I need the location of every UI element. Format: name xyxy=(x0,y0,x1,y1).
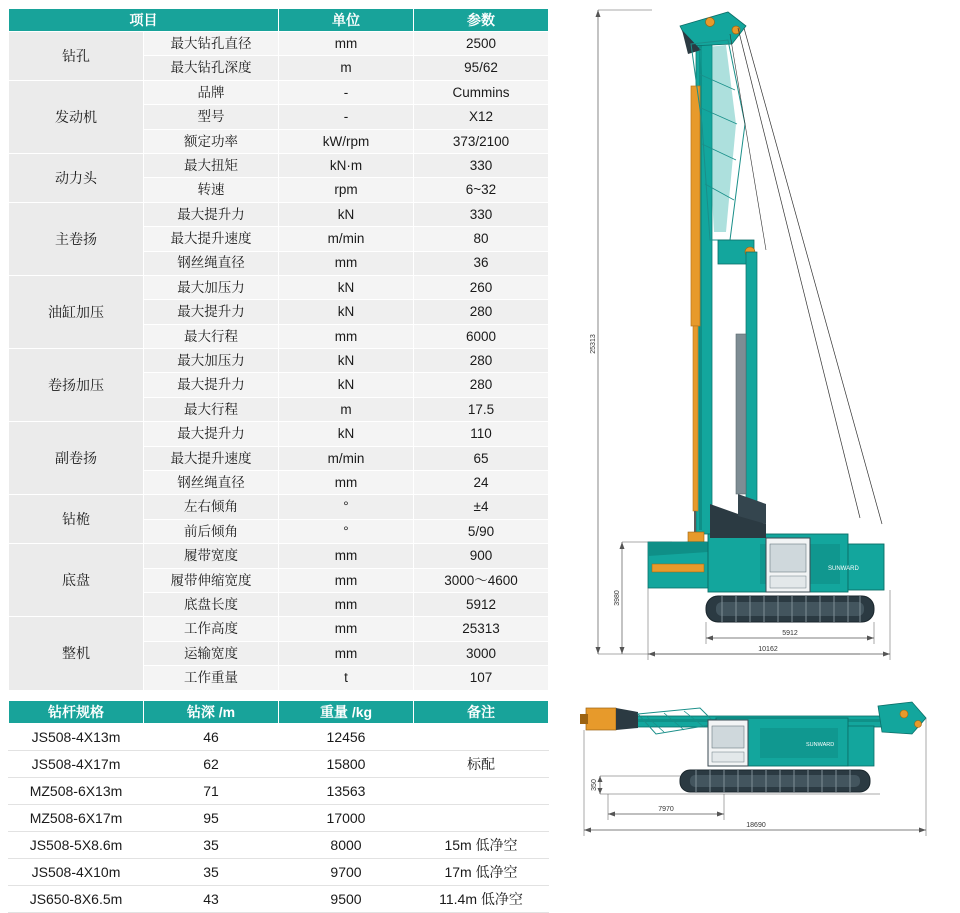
param-value: 280 xyxy=(414,373,549,397)
col-header-unit: 单位 xyxy=(279,9,414,32)
dimension-track-length xyxy=(608,794,724,820)
rod-weight: 12456 xyxy=(279,723,414,750)
param-value: 6000 xyxy=(414,324,549,348)
counterweight-block xyxy=(648,542,708,588)
param-value: 24 xyxy=(414,471,549,495)
item-label: 最大提升力 xyxy=(144,202,279,226)
item-label: 最大加压力 xyxy=(144,275,279,299)
col-header-item: 项目 xyxy=(9,9,279,32)
table-row xyxy=(9,495,549,519)
rod-depth: 35 xyxy=(144,831,279,858)
unit-value: mm xyxy=(279,617,414,641)
item-label: 履带伸缩宽度 xyxy=(144,568,279,592)
transport-position-drawing xyxy=(560,672,960,882)
rod-weight: 13563 xyxy=(279,777,414,804)
item-label: 履带宽度 xyxy=(144,544,279,568)
unit-value: mm xyxy=(279,544,414,568)
item-label: 最大提升速度 xyxy=(144,227,279,251)
item-label: 前后倾角 xyxy=(144,519,279,543)
item-label: 转速 xyxy=(144,178,279,202)
dimension-track-length xyxy=(706,622,874,644)
main-frame-structure xyxy=(710,494,766,538)
group-label: 动力头 xyxy=(9,153,144,202)
item-label: 最大钻孔直径 xyxy=(144,32,279,56)
crawler-track xyxy=(706,596,874,622)
param-value: ±4 xyxy=(414,495,549,519)
param-value: 107 xyxy=(414,666,549,690)
rod-depth: 62 xyxy=(144,750,279,777)
param-value: 6~32 xyxy=(414,178,549,202)
param-value: 25313 xyxy=(414,617,549,641)
group-label: 主卷扬 xyxy=(9,202,144,275)
col-header-rod-spec: 钻杆规格 xyxy=(9,700,144,723)
specification-table-header xyxy=(9,9,549,32)
item-label: 左右倾角 xyxy=(144,495,279,519)
dimension-ground-clearance-label: 350 xyxy=(591,779,598,791)
rod-spec: JS508-5X8.6m xyxy=(9,831,144,858)
param-value: 3000 xyxy=(414,641,549,665)
table-row xyxy=(9,723,549,750)
unit-value: kN xyxy=(279,300,414,324)
rod-note: 15m 低净空 xyxy=(414,831,549,858)
specification-table-body xyxy=(9,32,549,691)
table-row xyxy=(9,617,549,641)
unit-value: mm xyxy=(279,32,414,56)
param-value: 5912 xyxy=(414,592,549,616)
table-row xyxy=(9,80,549,104)
table-row xyxy=(9,831,549,858)
group-label: 发动机 xyxy=(9,80,144,153)
item-label: 最大钻孔深度 xyxy=(144,56,279,80)
operator-cab xyxy=(708,720,748,766)
table-row xyxy=(9,349,549,373)
col-header-depth: 钻深 /m xyxy=(144,700,279,723)
rod-spec: JS508-4X10m xyxy=(9,858,144,885)
rod-note xyxy=(414,804,549,831)
param-value: 17.5 xyxy=(414,397,549,421)
table-row xyxy=(9,858,549,885)
mast-head-assembly xyxy=(878,702,926,734)
unit-value: kW/rpm xyxy=(279,129,414,153)
rod-depth: 71 xyxy=(144,777,279,804)
tables-column xyxy=(8,8,548,913)
param-value: 5/90 xyxy=(414,519,549,543)
dimension-total-height-label: 25313 xyxy=(590,334,597,354)
rod-spec: MZ508-6X17m xyxy=(9,804,144,831)
drill-rod-table xyxy=(8,700,549,913)
item-label: 钢丝绳直径 xyxy=(144,471,279,495)
table-row xyxy=(9,32,549,56)
unit-value: - xyxy=(279,80,414,104)
item-label: 工作重量 xyxy=(144,666,279,690)
specification-table xyxy=(8,8,549,691)
item-label: 型号 xyxy=(144,105,279,129)
rod-note xyxy=(414,777,549,804)
unit-value: kN xyxy=(279,275,414,299)
rod-spec: JS650-8X6.5m xyxy=(9,885,144,912)
rod-note: 11.4m 低净空 xyxy=(414,885,549,912)
param-value: 110 xyxy=(414,422,549,446)
rod-spec: JS508-4X13m xyxy=(9,723,144,750)
dimension-total-length-label: 18690 xyxy=(746,822,766,829)
rod-depth: 46 xyxy=(144,723,279,750)
item-label: 最大行程 xyxy=(144,397,279,421)
param-value: 330 xyxy=(414,153,549,177)
item-label: 额定功率 xyxy=(144,129,279,153)
table-row xyxy=(9,750,549,777)
group-label: 卷扬加压 xyxy=(9,349,144,422)
unit-value: ° xyxy=(279,519,414,543)
rod-note: 17m 低净空 xyxy=(414,858,549,885)
item-label: 最大提升力 xyxy=(144,422,279,446)
rod-weight: 9700 xyxy=(279,858,414,885)
dimension-track-length-label: 5912 xyxy=(782,630,798,637)
item-label: 最大行程 xyxy=(144,324,279,348)
unit-value: rpm xyxy=(279,178,414,202)
param-value: 280 xyxy=(414,300,549,324)
table-row xyxy=(9,275,549,299)
mast-rear-column xyxy=(736,252,757,534)
col-header-weight: 重量 /kg xyxy=(279,700,414,723)
param-value: 280 xyxy=(414,349,549,373)
col-header-value: 参数 xyxy=(414,9,549,32)
item-label: 最大提升速度 xyxy=(144,446,279,470)
rod-note: 标配 xyxy=(414,750,549,777)
param-value: 373/2100 xyxy=(414,129,549,153)
param-value: X12 xyxy=(414,105,549,129)
table-row xyxy=(9,885,549,912)
dimension-counterweight-height-label: 3980 xyxy=(614,590,621,606)
unit-value: mm xyxy=(279,641,414,665)
group-label: 钻孔 xyxy=(9,32,144,81)
unit-value: ° xyxy=(279,495,414,519)
dimension-machine-length-label: 10162 xyxy=(758,646,778,653)
unit-value: kN·m xyxy=(279,153,414,177)
table-row xyxy=(9,804,549,831)
unit-value: kN xyxy=(279,349,414,373)
unit-value: mm xyxy=(279,324,414,348)
param-value: Cummins xyxy=(414,80,549,104)
rod-weight: 8000 xyxy=(279,831,414,858)
operator-cab xyxy=(766,538,810,592)
rod-weight: 15800 xyxy=(279,750,414,777)
item-label: 工作高度 xyxy=(144,617,279,641)
group-label: 钻桅 xyxy=(9,495,144,544)
drill-rod-table-header xyxy=(9,700,549,723)
col-header-note: 备注 xyxy=(414,700,549,723)
brand-logo-text: SUNWARD xyxy=(828,566,859,572)
group-label: 油缸加压 xyxy=(9,275,144,348)
param-value: 65 xyxy=(414,446,549,470)
table-row xyxy=(9,153,549,177)
table-row xyxy=(9,544,549,568)
rod-weight: 9500 xyxy=(279,885,414,912)
dimension-track-length-label: 7970 xyxy=(658,806,674,813)
item-label: 品牌 xyxy=(144,80,279,104)
item-label: 底盘长度 xyxy=(144,592,279,616)
param-value: 3000～4600 xyxy=(414,568,549,592)
rod-spec: MZ508-6X13m xyxy=(9,777,144,804)
crawler-track xyxy=(680,770,870,792)
unit-value: kN xyxy=(279,422,414,446)
item-label: 最大加压力 xyxy=(144,349,279,373)
table-row xyxy=(9,777,549,804)
param-value: 260 xyxy=(414,275,549,299)
group-label: 副卷扬 xyxy=(9,422,144,495)
unit-value: mm xyxy=(279,251,414,275)
group-label: 整机 xyxy=(9,617,144,690)
unit-value: m xyxy=(279,397,414,421)
param-value: 36 xyxy=(414,251,549,275)
item-label: 钢丝绳直径 xyxy=(144,251,279,275)
unit-value: - xyxy=(279,105,414,129)
table-row xyxy=(9,422,549,446)
unit-value: kN xyxy=(279,202,414,226)
param-value: 330 xyxy=(414,202,549,226)
unit-value: mm xyxy=(279,592,414,616)
item-label: 运输宽度 xyxy=(144,641,279,665)
rod-depth: 43 xyxy=(144,885,279,912)
rod-depth: 95 xyxy=(144,804,279,831)
rod-note xyxy=(414,723,549,750)
unit-value: m/min xyxy=(279,227,414,251)
param-value: 2500 xyxy=(414,32,549,56)
working-position-drawing xyxy=(560,4,960,664)
drawings-column xyxy=(560,0,960,890)
group-label: 底盘 xyxy=(9,544,144,617)
unit-value: m xyxy=(279,56,414,80)
item-label: 最大提升力 xyxy=(144,300,279,324)
rod-spec: JS508-4X17m xyxy=(9,750,144,777)
param-value: 80 xyxy=(414,227,549,251)
unit-value: mm xyxy=(279,471,414,495)
table-row xyxy=(9,202,549,226)
item-label: 最大提升力 xyxy=(144,373,279,397)
param-value: 900 xyxy=(414,544,549,568)
unit-value: m/min xyxy=(279,446,414,470)
rotary-drive-head xyxy=(580,708,638,730)
rod-depth: 35 xyxy=(144,858,279,885)
brand-logo-text: SUNWARD xyxy=(806,742,835,748)
unit-value: t xyxy=(279,666,414,690)
unit-value: kN xyxy=(279,373,414,397)
item-label: 最大扭矩 xyxy=(144,153,279,177)
drill-rod-table-body xyxy=(9,723,549,912)
param-value: 95/62 xyxy=(414,56,549,80)
unit-value: mm xyxy=(279,568,414,592)
rod-weight: 17000 xyxy=(279,804,414,831)
